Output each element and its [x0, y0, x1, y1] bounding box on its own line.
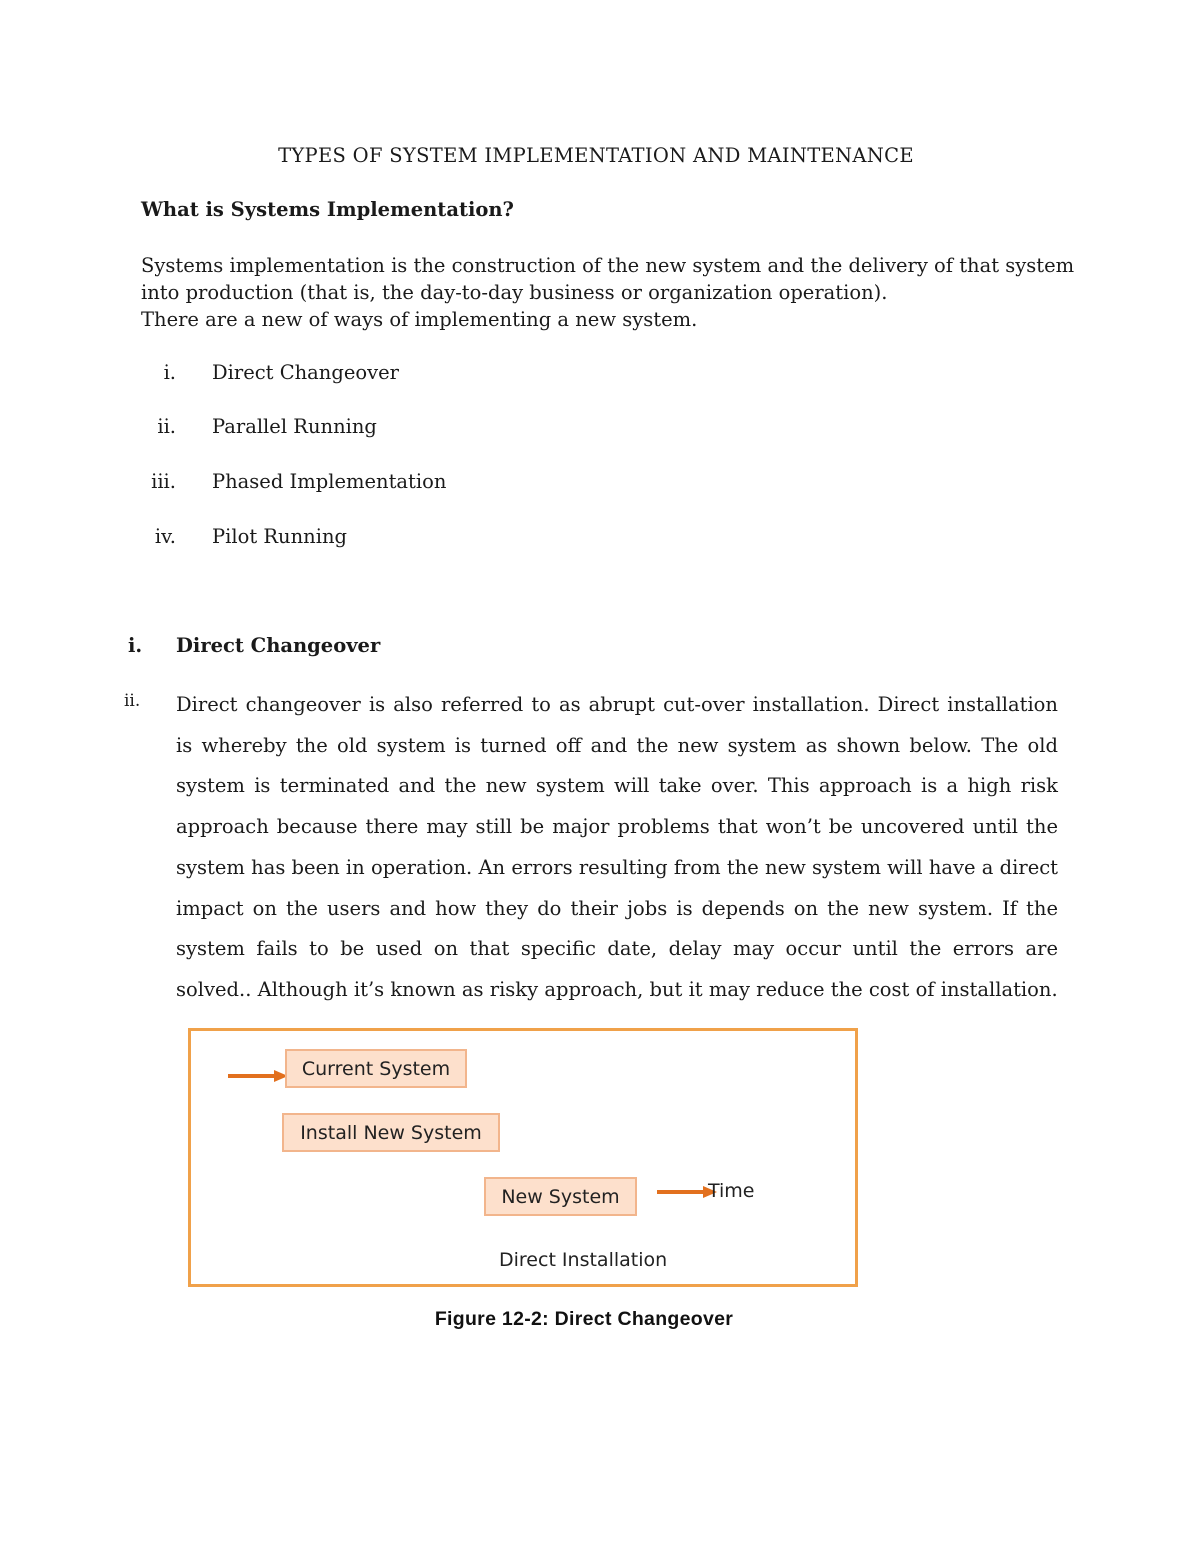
- new-system-box: New System: [484, 1177, 637, 1216]
- page-title: TYPES OF SYSTEM IMPLEMENTATION AND MAINTENANCE: [278, 144, 914, 167]
- list-item-phased-implementation: Phased Implementation: [212, 470, 447, 493]
- intro-line-1: Systems implementation is the construction of the new system and the delivery of that system: [141, 254, 1075, 277]
- intro-line-2: into production (that is, the day-to-day business or organization operation).: [141, 281, 888, 304]
- section-heading-direct-changeover: Direct Changeover: [176, 634, 381, 657]
- list-number-1: i.: [163, 361, 176, 384]
- list-item-parallel-running: Parallel Running: [212, 415, 377, 438]
- direct-installation-label: Direct Installation: [499, 1249, 668, 1271]
- install-new-system-box: Install New System: [282, 1113, 500, 1152]
- direct-changeover-paragraph: Direct changeover is also referred to as abrupt cut-over installation. Direct installation is whereby the old system is turned off and the new system as shown below. The old system is terminated and the new system will take over. This approach is a high risk approach because there may still be major problems that won’t be uncovered until the system has been in operation. An errors resulting from the new system will have a direct impact on the users and how they do their jobs is depends on the new system. If the system fails to be used on that specific date, delay may occur until the errors are solved.. Although it’s known as risky approach, but it may reduce the cost of installation.: [176, 693, 1058, 1001]
- list-number-3: iii.: [151, 470, 176, 493]
- time-label: Time: [708, 1180, 755, 1202]
- paragraph-number: ii.: [124, 691, 141, 711]
- section-heading-what-is: What is Systems Implementation?: [141, 198, 514, 221]
- arrow-icon-current: [226, 1066, 292, 1086]
- list-item-pilot-running: Pilot Running: [212, 525, 348, 548]
- list-item-direct-changeover: Direct Changeover: [212, 361, 399, 384]
- figure-caption: Figure 12-2: Direct Changeover: [434, 1308, 734, 1330]
- list-number-4: iv.: [154, 525, 176, 548]
- current-system-box: Current System: [285, 1049, 467, 1088]
- intro-line-3: There are a new of ways of implementing a new system.: [141, 308, 698, 331]
- list-number-2: ii.: [157, 415, 176, 438]
- section-number: i.: [128, 634, 143, 657]
